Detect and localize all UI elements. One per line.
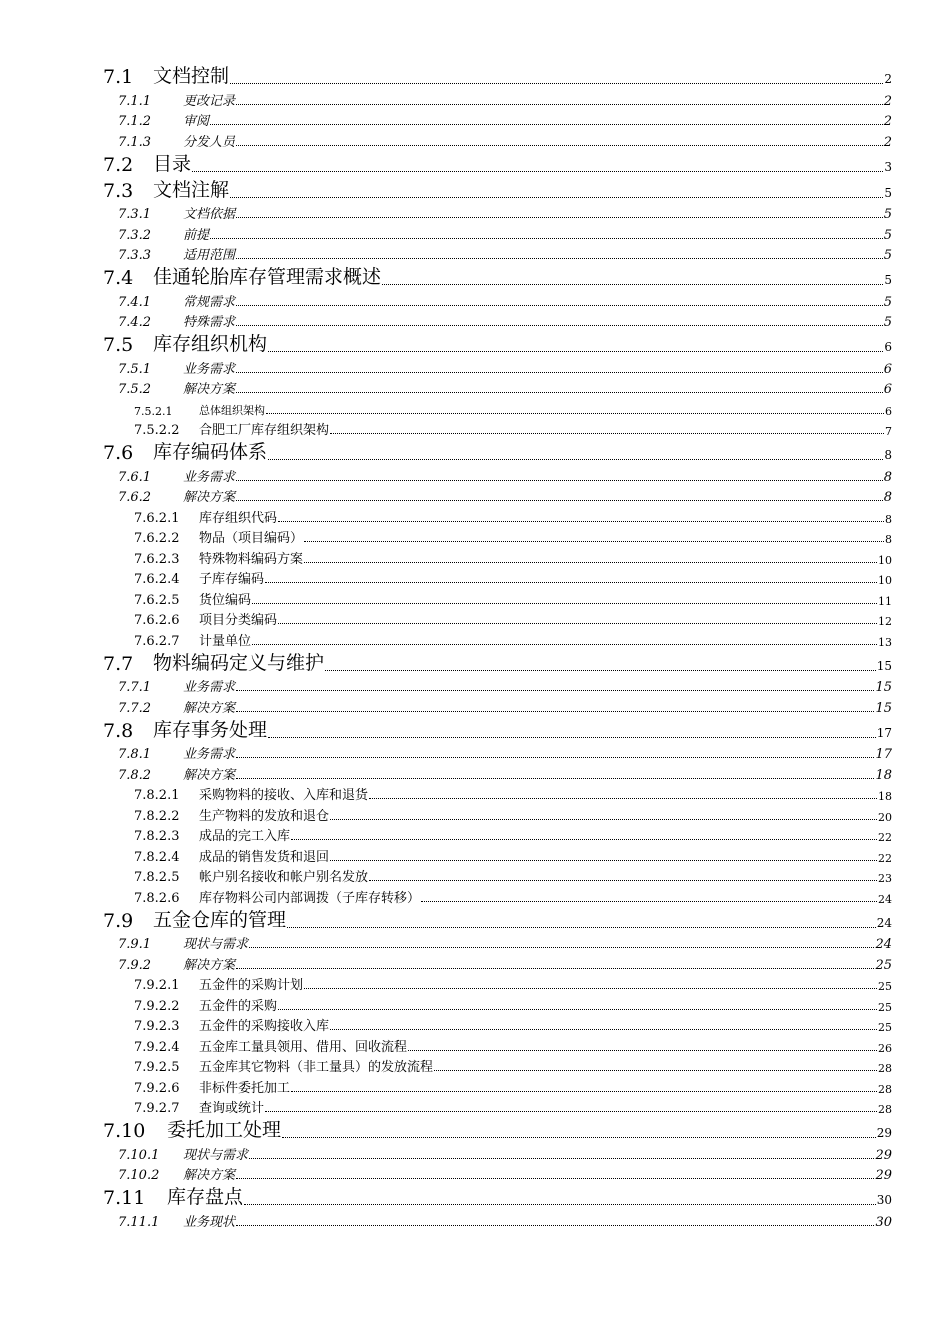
- toc-entry-page: 25: [875, 957, 892, 973]
- toc-entry-title: 五金件的采购计划: [199, 978, 304, 993]
- toc-leader-dots: [291, 1091, 877, 1092]
- toc-entry-page: 11: [878, 594, 892, 608]
- toc-leader-dots: [236, 480, 883, 481]
- toc-entry-title: 项目分类编码: [199, 613, 278, 628]
- toc-entry-number: 7.5: [103, 334, 134, 356]
- toc-entry-number: 7.3.1: [118, 207, 152, 222]
- toc-entry-number: 7.6.2.3: [134, 551, 180, 567]
- toc-entry-title: 解决方案: [183, 957, 236, 973]
- toc-entry[interactable]: [103, 608, 892, 629]
- toc-leader-dots: [236, 372, 883, 373]
- toc-entry-number: 7.4.2: [118, 315, 152, 330]
- toc-entry-page: 28: [878, 1103, 892, 1116]
- toc-entry[interactable]: [103, 1055, 892, 1076]
- toc-entry-number: 7.7.1: [118, 680, 152, 695]
- toc-entry[interactable]: [103, 62, 892, 88]
- toc-entry-number: 7.7: [103, 652, 134, 675]
- toc-entry-page: 2: [884, 72, 892, 86]
- toc-entry-page: 10: [878, 553, 892, 567]
- toc-leader-dots: [330, 860, 877, 861]
- toc-entry-title: 五金件的采购接收入库: [199, 1019, 330, 1034]
- toc-entry-page: 30: [875, 1214, 892, 1230]
- toc-entry-number: 7.8.2.2: [134, 808, 180, 824]
- toc-entry-page: 28: [878, 1062, 892, 1075]
- toc-entry-title: 五金仓库的管理: [153, 908, 287, 931]
- toc-entry-title: 成品的完工入库: [199, 829, 291, 844]
- toc-leader-dots: [236, 325, 883, 326]
- toc-entry[interactable]: [103, 762, 892, 783]
- toc-entry-title: 前提: [183, 227, 210, 243]
- toc-entry-page: 12: [878, 615, 892, 628]
- toc-entry-title: 文档控制: [153, 65, 230, 87]
- toc-entry-title: 库存事务处理: [153, 718, 268, 741]
- toc-leader-dots: [278, 623, 877, 624]
- toc-entry-number: 7.10: [103, 1120, 146, 1142]
- toc-entry[interactable]: [103, 1096, 892, 1117]
- toc-leader-dots: [434, 1070, 877, 1071]
- toc-leader-dots: [244, 1204, 876, 1205]
- toc-entry-title: 特殊需求: [183, 315, 236, 330]
- toc-entry-title: 成品的销售发货和退回: [199, 849, 330, 865]
- toc-entry-number: 7.3: [103, 179, 134, 202]
- toc-entry-number: 7.3.2: [118, 227, 152, 243]
- toc-entry[interactable]: [103, 675, 892, 696]
- toc-entry-page: 8: [883, 490, 892, 505]
- toc-entry-title: 目录: [153, 152, 192, 175]
- toc-entry[interactable]: [103, 222, 892, 243]
- toc-entry-page: 15: [876, 658, 892, 673]
- toc-entry-page: 5: [884, 185, 892, 200]
- toc-entry-title: 现状与需求: [183, 1147, 249, 1163]
- toc-entry-page: 5: [884, 273, 892, 287]
- toc-leader-dots: [421, 901, 877, 902]
- toc-entry-number: 7.9.2.5: [134, 1060, 180, 1075]
- toc-entry-title: 特殊物料编码方案: [199, 551, 304, 567]
- toc-entry-title: 审阅: [183, 114, 210, 129]
- toc-entry-page: 25: [878, 1021, 892, 1034]
- toc-entry-title: 子库存编码: [199, 572, 265, 587]
- toc-entry-number: 7.8.2.6: [134, 890, 180, 906]
- toc-entry[interactable]: [103, 526, 892, 547]
- toc-leader-dots: [252, 644, 877, 645]
- toc-entry[interactable]: [103, 485, 892, 506]
- toc-entry-title: 业务需求: [183, 361, 236, 377]
- toc-leader-dots: [265, 1111, 877, 1112]
- toc-entry-title: 库存编码体系: [153, 441, 268, 463]
- toc-entry-title: 解决方案: [183, 700, 236, 716]
- toc-entry-page: 25: [878, 1000, 892, 1014]
- toc-entry[interactable]: [103, 464, 892, 485]
- toc-entry-number: 7.6.2: [118, 490, 152, 505]
- toc-entry-title: 库存盘点: [167, 1186, 244, 1208]
- toc-entry[interactable]: [103, 952, 892, 973]
- toc-entry-number: 7.9.2.1: [134, 978, 180, 993]
- toc-entry-title: 解决方案: [183, 490, 236, 505]
- toc-entry-title: 计量单位: [199, 633, 252, 649]
- toc-entry-page: 2: [883, 134, 892, 150]
- toc-leader-dots: [210, 238, 883, 239]
- toc-entry[interactable]: [103, 824, 892, 845]
- toc-entry-title: 解决方案: [183, 767, 236, 783]
- toc-entry[interactable]: [103, 885, 892, 906]
- toc-entry-number: 7.6.2.6: [134, 613, 180, 628]
- toc-entry-number: 7.5.2: [118, 382, 152, 397]
- toc-entry-page: 22: [878, 831, 892, 844]
- toc-leader-dots: [236, 217, 883, 218]
- toc-entry-page: 8: [883, 469, 892, 485]
- toc-entry-number: 7.6: [103, 442, 134, 464]
- toc-entry-title: 解决方案: [183, 1168, 236, 1183]
- toc-entry-number: 7.1.1: [118, 93, 152, 109]
- toc-entry-title: 采购物料的接收、入库和退货: [199, 788, 369, 803]
- toc-leader-dots: [268, 351, 883, 352]
- toc-entry[interactable]: [103, 1075, 892, 1096]
- toc-entry-title: 物品（项目编码）: [199, 531, 304, 546]
- toc-entry[interactable]: [103, 649, 892, 675]
- toc-entry-title: 总体组织架构: [199, 403, 265, 417]
- toc-entry-title: 佳通轮胎库存管理需求概述: [153, 266, 382, 288]
- toc-leader-dots: [266, 413, 884, 414]
- toc-entry-title: 库存组织机构: [153, 333, 268, 355]
- toc-leader-dots: [265, 582, 877, 583]
- toc-entry-page: 15: [875, 680, 892, 695]
- toc-entry-title: 生产物料的发放和退仓: [199, 808, 330, 824]
- toc-leader-dots: [330, 433, 884, 434]
- toc-entry-page: 8: [885, 533, 892, 546]
- toc-entry[interactable]: [103, 418, 892, 439]
- toc-entry-page: 17: [875, 747, 892, 762]
- toc-entry-number: 7.7.2: [118, 700, 152, 716]
- toc-entry[interactable]: [103, 109, 892, 130]
- toc-entry[interactable]: [103, 263, 892, 289]
- toc-leader-dots: [382, 284, 883, 285]
- toc-entry[interactable]: [103, 88, 892, 109]
- toc-entry-number: 7.9.2.3: [134, 1019, 180, 1034]
- toc-entry-title: 业务现状: [183, 1214, 236, 1230]
- toc-entry-page: 6: [883, 382, 892, 397]
- toc-entry-number: 7.6.2.4: [134, 572, 180, 587]
- toc-leader-dots: [236, 757, 874, 758]
- toc-entry-title: 适用范围: [183, 248, 236, 263]
- toc-entry-page: 6: [883, 361, 892, 377]
- toc-leader-dots: [249, 947, 874, 948]
- toc-entry-number: 7.8.2.3: [134, 829, 180, 844]
- toc-entry[interactable]: [103, 587, 892, 608]
- toc-entry-number: 7.9.2.6: [134, 1080, 180, 1096]
- toc-leader-dots: [268, 737, 876, 738]
- toc-entry-title: 查询或统计: [199, 1101, 265, 1116]
- toc-entry-number: 7.11: [103, 1187, 146, 1209]
- toc-entry-page: 23: [878, 872, 892, 885]
- toc-entry-page: 26: [878, 1041, 892, 1055]
- toc-entry-page: 5: [883, 315, 892, 330]
- toc-entry[interactable]: [103, 716, 892, 742]
- toc-entry-title: 帐户别名接收和帐户别名发放: [199, 870, 369, 885]
- toc-entry-number: 7.6.2.1: [134, 510, 180, 526]
- toc-leader-dots: [304, 562, 877, 563]
- toc-entry-page: 8: [884, 448, 892, 462]
- toc-leader-dots: [236, 690, 874, 691]
- toc-entry-number: 7.8.1: [118, 747, 152, 762]
- toc-entry-page: 5: [883, 248, 892, 263]
- toc-leader-dots: [236, 1225, 874, 1226]
- toc-leader-dots: [330, 1029, 877, 1030]
- toc-entry-number: 7.5.1: [118, 361, 152, 377]
- toc-entry-number: 7.9: [103, 909, 134, 932]
- toc-entry[interactable]: [103, 865, 892, 886]
- toc-entry[interactable]: [103, 129, 892, 150]
- toc-entry-page: 2: [883, 114, 892, 129]
- toc-leader-dots: [236, 104, 883, 105]
- toc-entry-number: 7.8.2.5: [134, 870, 180, 885]
- toc-entry-title: 委托加工处理: [167, 1119, 282, 1141]
- toc-entry-number: 7.9.2.4: [134, 1039, 180, 1055]
- toc-leader-dots: [325, 670, 876, 671]
- toc-entry-number: 7.5.2.2: [134, 423, 180, 438]
- toc-entry-title: 解决方案: [183, 382, 236, 397]
- toc-entry-number: 7.9.2: [118, 957, 152, 973]
- toc-entry-page: 24: [875, 937, 892, 952]
- toc-leader-dots: [278, 1009, 877, 1010]
- toc-entry-number: 7.1.2: [118, 114, 152, 129]
- toc-entry-page: 2: [883, 93, 892, 109]
- toc-entry[interactable]: [103, 844, 892, 865]
- toc-entry-page: 29: [876, 1126, 892, 1140]
- toc-entry-page: 3: [884, 159, 892, 174]
- toc-entry-title: 非标件委托加工: [199, 1080, 291, 1096]
- toc-leader-dots: [236, 145, 883, 146]
- toc-entry[interactable]: [103, 993, 892, 1014]
- toc-entry-page: 7: [885, 425, 892, 438]
- toc-entry[interactable]: [103, 1183, 892, 1209]
- toc-leader-dots: [369, 798, 877, 799]
- toc-entry-page: 18: [878, 790, 892, 803]
- toc-entry[interactable]: [103, 932, 892, 953]
- toc-entry[interactable]: [103, 330, 892, 356]
- toc-entry-number: 7.9.2.7: [134, 1101, 180, 1116]
- toc-entry-title: 库存物料公司内部调拨（子库存转移）: [199, 890, 421, 906]
- toc-entry-page: 15: [875, 700, 892, 716]
- toc-leader-dots: [236, 1178, 874, 1179]
- toc-leader-dots: [252, 603, 877, 604]
- toc-entry-number: 7.6.1: [118, 469, 152, 485]
- toc-leader-dots: [236, 305, 883, 306]
- toc-entry[interactable]: [103, 628, 892, 649]
- toc-entry-page: 29: [875, 1168, 892, 1183]
- toc-entry-number: 7.8.2.1: [134, 788, 180, 803]
- toc-entry[interactable]: [103, 377, 892, 398]
- toc-leader-dots: [192, 171, 883, 172]
- toc-entry-page: 24: [878, 892, 892, 906]
- toc-entry[interactable]: [103, 289, 892, 310]
- toc-entry-page: 6: [884, 340, 892, 354]
- toc-entry-page: 5: [883, 207, 892, 222]
- toc-entry-number: 7.11.1: [118, 1214, 160, 1230]
- toc-leader-dots: [282, 1137, 876, 1138]
- toc-entry-page: 22: [878, 851, 892, 865]
- toc-entry-page: 30: [876, 1193, 892, 1207]
- toc-entry-title: 业务需求: [183, 747, 236, 762]
- toc-entry[interactable]: [103, 742, 892, 763]
- toc-leader-dots: [408, 1050, 877, 1051]
- toc-entry-title: 现状与需求: [183, 937, 249, 952]
- toc-entry-page: 29: [875, 1147, 892, 1163]
- toc-entry-title: 分发人员: [183, 134, 236, 150]
- toc-entry[interactable]: [103, 1014, 892, 1035]
- toc-entry-number: 7.2: [103, 153, 134, 176]
- toc-entry[interactable]: [103, 906, 892, 932]
- toc-entry-number: 7.9.1: [118, 937, 152, 952]
- toc-entry-title: 货位编码: [199, 592, 252, 608]
- table-of-contents: [103, 62, 892, 1230]
- toc-entry-title: 物料编码定义与维护: [153, 651, 325, 674]
- toc-entry-page: 10: [878, 574, 892, 587]
- toc-leader-dots: [230, 197, 883, 198]
- toc-entry[interactable]: [103, 505, 892, 526]
- toc-leader-dots: [330, 819, 877, 820]
- toc-leader-dots: [268, 459, 883, 460]
- toc-entry-page: 24: [876, 915, 892, 930]
- toc-leader-dots: [236, 968, 874, 969]
- toc-leader-dots: [236, 500, 883, 501]
- toc-entry-page: 8: [885, 512, 892, 526]
- toc-entry-number: 7.10.2: [118, 1168, 160, 1183]
- toc-entry-title: 五金库工量具领用、借用、回收流程: [199, 1039, 408, 1055]
- toc-entry[interactable]: [103, 1034, 892, 1055]
- toc-entry[interactable]: [103, 356, 892, 377]
- toc-entry-page: 5: [883, 227, 892, 243]
- toc-entry-number: 7.10.1: [118, 1147, 160, 1163]
- toc-entry[interactable]: [103, 546, 892, 567]
- toc-entry[interactable]: [103, 397, 892, 418]
- toc-entry-page: 17: [876, 725, 892, 740]
- toc-entry-page: 20: [878, 810, 892, 824]
- toc-leader-dots: [236, 778, 874, 779]
- toc-entry-number: 7.4: [103, 267, 134, 289]
- toc-leader-dots: [278, 521, 884, 522]
- toc-entry-number: 7.6.2.2: [134, 531, 180, 546]
- toc-leader-dots: [369, 880, 877, 881]
- toc-leader-dots: [236, 258, 883, 259]
- toc-entry-title: 五金库其它物料（非工量具）的发放流程: [199, 1060, 434, 1075]
- toc-leader-dots: [230, 83, 883, 84]
- toc-entry-number: 7.1: [103, 66, 134, 88]
- toc-entry-page: 13: [878, 635, 892, 649]
- toc-entry[interactable]: [103, 567, 892, 588]
- toc-entry[interactable]: [103, 1116, 892, 1142]
- toc-leader-dots: [287, 927, 876, 928]
- toc-leader-dots: [249, 1158, 874, 1159]
- toc-entry-title: 文档注解: [153, 178, 230, 201]
- toc-leader-dots: [236, 392, 883, 393]
- toc-leader-dots: [304, 988, 877, 989]
- toc-entry-page: 18: [875, 767, 892, 783]
- toc-entry[interactable]: [103, 202, 892, 223]
- toc-entry-number: 7.5.2.1: [134, 404, 173, 418]
- toc-entry-title: 五金件的采购: [199, 998, 278, 1014]
- toc-entry-number: 7.8: [103, 719, 134, 742]
- toc-entry-page: 6: [885, 404, 892, 418]
- toc-entry-title: 更改记录: [183, 93, 236, 109]
- toc-entry-title: 业务需求: [183, 680, 236, 695]
- toc-entry[interactable]: [103, 176, 892, 202]
- toc-entry[interactable]: [103, 783, 892, 804]
- toc-entry-title: 库存组织代码: [199, 510, 278, 526]
- toc-entry[interactable]: [103, 1163, 892, 1184]
- toc-entry[interactable]: [103, 310, 892, 331]
- toc-entry-number: 7.9.2.2: [134, 998, 180, 1014]
- toc-entry[interactable]: [103, 1142, 892, 1163]
- toc-entry[interactable]: [103, 150, 892, 176]
- toc-entry[interactable]: [103, 803, 892, 824]
- toc-entry-number: 7.6.2.7: [134, 633, 180, 649]
- toc-entry-page: 25: [878, 980, 892, 993]
- toc-entry[interactable]: [103, 1209, 892, 1230]
- toc-entry-number: 7.3.3: [118, 248, 152, 263]
- toc-entry-title: 文档依据: [183, 207, 236, 222]
- toc-leader-dots: [236, 711, 874, 712]
- toc-entry-title: 业务需求: [183, 469, 236, 485]
- toc-leader-dots: [210, 124, 883, 125]
- toc-entry[interactable]: [103, 695, 892, 716]
- toc-entry-title: 常规需求: [183, 294, 236, 310]
- toc-entry-page: 5: [883, 294, 892, 310]
- toc-leader-dots: [304, 541, 884, 542]
- toc-entry[interactable]: [103, 438, 892, 464]
- toc-entry-number: 7.4.1: [118, 294, 152, 310]
- toc-entry-number: 7.1.3: [118, 134, 152, 150]
- toc-entry-number: 7.6.2.5: [134, 592, 180, 608]
- toc-entry-number: 7.8.2: [118, 767, 152, 783]
- toc-entry[interactable]: [103, 243, 892, 264]
- toc-entry-page: 28: [878, 1082, 892, 1096]
- toc-entry[interactable]: [103, 973, 892, 994]
- toc-leader-dots: [291, 839, 877, 840]
- toc-entry-title: 合肥工厂库存组织架构: [199, 423, 330, 438]
- toc-entry-number: 7.8.2.4: [134, 849, 180, 865]
